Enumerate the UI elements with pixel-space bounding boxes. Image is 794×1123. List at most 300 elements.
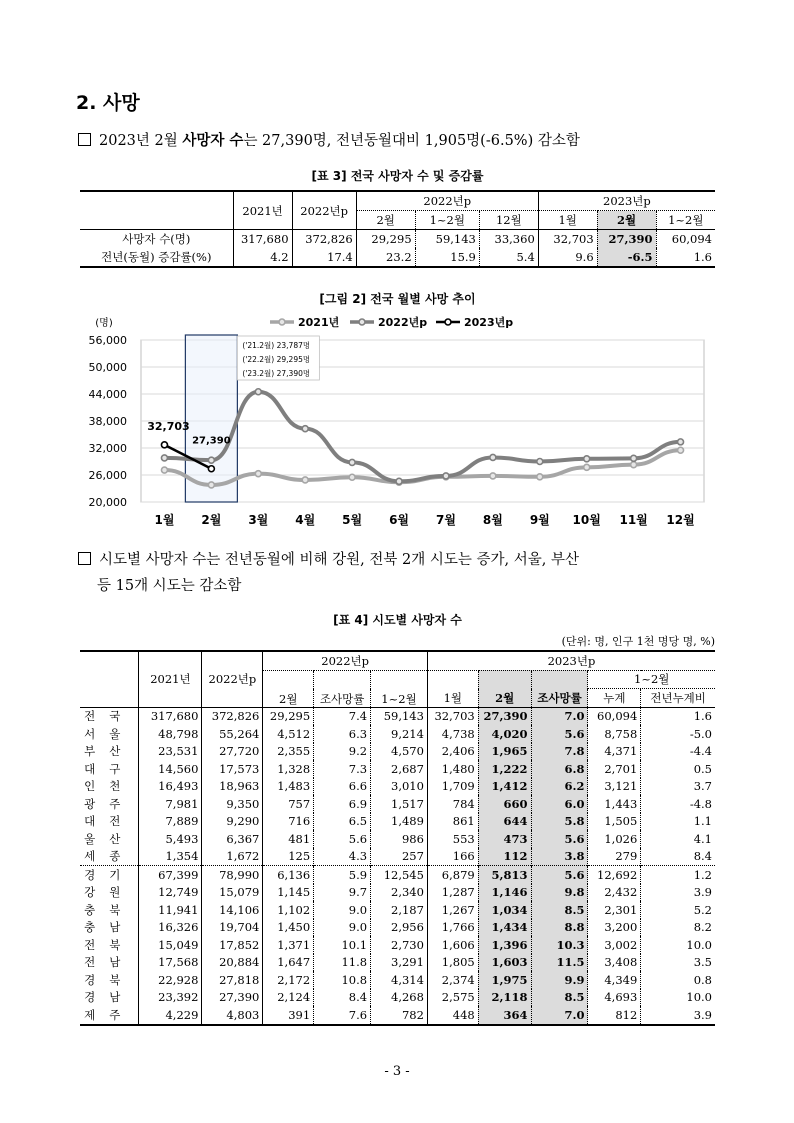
table4-sub-highlight: 2월 [478, 689, 531, 708]
data-point [208, 466, 214, 472]
cell: 1,102 [263, 901, 314, 919]
region-label: 강원 [80, 884, 139, 902]
region-label: 부산 [80, 743, 139, 761]
cell: 7.3 [314, 760, 371, 778]
cell: 11.8 [314, 954, 371, 972]
cell: 3.9 [693, 885, 712, 900]
y-tick-label: 38,000 [88, 415, 127, 428]
cell: -5.0 [689, 726, 712, 741]
annotation-text: ('22.2월) 29,295명 [242, 355, 311, 364]
cell: 10.0 [686, 990, 712, 1005]
cell: 1,672 [202, 848, 263, 866]
cell: 1,145 [263, 884, 314, 902]
region-label: 울산 [80, 830, 139, 848]
cell: 4.2 [233, 248, 292, 267]
cell: 1,505 [588, 813, 641, 831]
data-point [490, 454, 496, 460]
table4-group-12: 1~2월 [588, 670, 715, 689]
y-tick-label: 32,000 [88, 442, 127, 455]
region-label: 제주 [80, 1006, 139, 1025]
table3-title: [표 3] 전국 사망자 수 및 증감률 [311, 169, 484, 183]
table-row [80, 707, 715, 725]
x-tick-label: 12월 [666, 513, 695, 527]
page-number: - 3 - [384, 1064, 410, 1079]
cell: 1.2 [693, 867, 712, 882]
x-tick-label: 1월 [154, 513, 175, 527]
table4 [80, 650, 715, 1026]
spacer [478, 670, 531, 689]
row-label: 전년(동월) 증감률(%) [80, 248, 233, 267]
cell: 6,136 [263, 866, 314, 884]
y-tick-label: 44,000 [88, 388, 127, 401]
table3-corner [80, 191, 233, 230]
cell: 29,295 [263, 707, 314, 725]
cell-highlight: 10.3 [531, 936, 588, 954]
cell: 1.6 [693, 250, 712, 264]
cell: -4.8 [689, 796, 712, 811]
cell: 1,287 [427, 884, 478, 902]
x-tick-label: 8월 [482, 513, 503, 527]
spacer [427, 670, 478, 689]
region-label: 전북 [80, 936, 139, 954]
table4-group-2022: 2022년p [263, 651, 428, 670]
x-tick-label: 7월 [435, 513, 456, 527]
table-row [80, 848, 715, 866]
cell: 1,489 [371, 813, 428, 831]
table4-sub: 전년누계비 [650, 690, 706, 705]
cell: 15,079 [202, 884, 263, 902]
cell: 7,889 [139, 813, 202, 831]
cell: 9,290 [202, 813, 263, 831]
cell-highlight: 8.5 [531, 901, 588, 919]
cell-highlight: 1,412 [478, 778, 531, 796]
cell-highlight: 5.6 [531, 830, 588, 848]
cell: 757 [263, 795, 314, 813]
cell: 1,483 [263, 778, 314, 796]
cell: 33,360 [479, 230, 538, 249]
cell: 3,200 [588, 919, 641, 937]
cell: 317,680 [139, 707, 202, 725]
cell-highlight: 1,034 [478, 901, 531, 919]
cell-highlight: 9.9 [531, 971, 588, 989]
cell-highlight: 3.8 [531, 848, 588, 866]
bullet-summary [78, 129, 580, 150]
cell-highlight: 7.8 [531, 743, 588, 761]
cell-highlight: 112 [478, 848, 531, 866]
cell: 2,355 [263, 743, 314, 761]
cell: 1,354 [139, 848, 202, 866]
cell: 5.9 [314, 866, 371, 884]
cell: 448 [427, 1006, 478, 1025]
data-point [161, 467, 167, 473]
bullet2-line2: 등 15개 시도는 감소함 [97, 578, 242, 594]
table3-sub: 12월 [479, 211, 538, 230]
cell-highlight: 11.5 [531, 954, 588, 972]
table4-head-2022: 2022년p [202, 651, 263, 707]
cell: 6.3 [314, 725, 371, 743]
cell: 9.0 [314, 919, 371, 937]
cell: 4,803 [202, 1006, 263, 1025]
cell: 32,703 [427, 707, 478, 725]
cell: 4,371 [588, 743, 641, 761]
cell: 391 [263, 1006, 314, 1025]
cell: 257 [371, 848, 428, 866]
cell: 11,941 [139, 901, 202, 919]
cell: 2,701 [588, 760, 641, 778]
table4-group-2023: 2023년p [427, 651, 715, 670]
cell: 3,002 [588, 936, 641, 954]
cell: 60,094 [671, 232, 712, 246]
cell: 0.8 [693, 972, 712, 987]
bullet-pre: 2023년 2월 [99, 133, 183, 149]
cell: 7,981 [139, 795, 202, 813]
x-tick-label: 6월 [389, 513, 410, 527]
cell: 1,371 [263, 936, 314, 954]
cell-highlight: 27,390 [478, 707, 531, 725]
cell: 2,172 [263, 971, 314, 989]
cell: 27,818 [202, 971, 263, 989]
region-label: 경기 [80, 866, 139, 884]
annotation-text: ('21.2월) 23,787명 [242, 341, 311, 350]
cell: 10.8 [314, 971, 371, 989]
cell: 1,443 [588, 795, 641, 813]
cell: 15.9 [415, 248, 479, 267]
cell: 5,493 [139, 830, 202, 848]
y-axis-label: (명) [95, 318, 113, 329]
cell: 279 [588, 848, 641, 866]
x-tick-label: 10월 [572, 513, 601, 527]
cell: 59,143 [415, 230, 479, 249]
region-label: 광주 [80, 795, 139, 813]
cell: 4,738 [427, 725, 478, 743]
table3-head-2022: 2022년p [292, 191, 356, 230]
row-label: 사망자 수(명) [80, 230, 233, 249]
legend-marker [359, 319, 365, 325]
cell-highlight: 473 [478, 830, 531, 848]
cell: 14,106 [202, 901, 263, 919]
cell-highlight: 5.6 [531, 866, 588, 884]
region-label: 경남 [80, 989, 139, 1007]
y-tick-label: 20,000 [88, 496, 127, 509]
cell: 15,049 [139, 936, 202, 954]
cell: 10.1 [314, 936, 371, 954]
cell: 1,480 [427, 760, 478, 778]
cell: 2,124 [263, 989, 314, 1007]
cell: 5.6 [314, 830, 371, 848]
cell: 6,367 [202, 830, 263, 848]
table-row [80, 813, 715, 831]
cell: 5.2 [693, 902, 712, 917]
cell: 1,450 [263, 919, 314, 937]
cell: 23,531 [139, 743, 202, 761]
table-row [80, 743, 715, 761]
bullet-box-icon [78, 133, 91, 146]
cell: 9.6 [538, 248, 597, 267]
cell: 6.6 [314, 778, 371, 796]
cell: 3,408 [588, 954, 641, 972]
data-label: 27,390 [192, 435, 231, 447]
data-point [443, 473, 449, 479]
table-row [80, 248, 715, 267]
cell: 17,573 [202, 760, 263, 778]
data-label: 32,703 [147, 419, 190, 433]
cell: 16,326 [139, 919, 202, 937]
table-row [80, 830, 715, 848]
table3-group-2023: 2023년p [538, 191, 715, 211]
data-point [349, 459, 355, 465]
table-row [80, 989, 715, 1007]
cell: 22,928 [139, 971, 202, 989]
cell: 812 [588, 1006, 641, 1025]
cell: 1,647 [263, 954, 314, 972]
annotation-text: ('23.2월) 27,390명 [242, 369, 311, 378]
x-tick-label: 3월 [248, 513, 269, 527]
cell-highlight: 1,603 [478, 954, 531, 972]
bullet-bold: 사망자 수 [182, 133, 244, 149]
cell: 4,314 [371, 971, 428, 989]
cell: 4,349 [588, 971, 641, 989]
legend-label: 2021년 [298, 316, 340, 329]
cell-highlight: 1,965 [478, 743, 531, 761]
cell: 782 [371, 1006, 428, 1025]
x-tick-label: 5월 [342, 513, 363, 527]
cell: 8.4 [693, 849, 712, 864]
cell: 1,026 [588, 830, 641, 848]
table-row [80, 725, 715, 743]
cell: 55,264 [202, 725, 263, 743]
highlight-box [185, 335, 237, 502]
y-tick-label: 50,000 [88, 361, 127, 374]
data-point [631, 462, 637, 468]
cell: 2,374 [427, 971, 478, 989]
cell: 4,268 [371, 989, 428, 1007]
cell: 14,560 [139, 760, 202, 778]
region-label: 전남 [80, 954, 139, 972]
cell-highlight: 4,020 [478, 725, 531, 743]
cell: 6.9 [314, 795, 371, 813]
cell: 861 [427, 813, 478, 831]
x-tick-label: 9월 [529, 513, 550, 527]
cell: 2,187 [371, 901, 428, 919]
table4-corner [80, 651, 139, 707]
cell-highlight: 6.8 [531, 760, 588, 778]
cell: 7.4 [314, 707, 371, 725]
cell-highlight: 5,813 [478, 866, 531, 884]
cell-highlight: 1,146 [478, 884, 531, 902]
cell: 27,720 [202, 743, 263, 761]
cell: 5.4 [479, 248, 538, 267]
y-tick-label: 56,000 [88, 334, 127, 347]
cell-highlight: 6.0 [531, 795, 588, 813]
cell-highlight: 7.0 [531, 707, 588, 725]
cell: 6.5 [314, 813, 371, 831]
cell: 1,709 [427, 778, 478, 796]
cell: 4,512 [263, 725, 314, 743]
cell: 125 [263, 848, 314, 866]
spacer [531, 670, 588, 689]
cell-highlight: -6.5 [597, 248, 656, 267]
cell: 12,749 [139, 884, 202, 902]
cell-highlight: 27,390 [597, 230, 656, 249]
x-tick-label: 11월 [619, 513, 648, 527]
data-point [161, 455, 167, 461]
table4-sub-highlight: 조사망률 [531, 689, 588, 708]
cell: 1,267 [427, 901, 478, 919]
cell-highlight: 1,434 [478, 919, 531, 937]
cell: 9.2 [314, 743, 371, 761]
x-tick-label: 2월 [201, 513, 222, 527]
x-tick-label: 4월 [295, 513, 316, 527]
cell-highlight: 1,975 [478, 971, 531, 989]
cell: 29,295 [356, 230, 415, 249]
cell: 317,680 [233, 230, 292, 249]
y-tick-label: 26,000 [88, 469, 127, 482]
table3-head-2021: 2021년 [233, 191, 292, 230]
cell: 67,399 [139, 866, 202, 884]
cell: 4,570 [371, 743, 428, 761]
cell: 3,010 [371, 778, 428, 796]
table-row [80, 778, 715, 796]
data-point [302, 426, 308, 432]
bullet2-line1: 시도별 사망자 수는 전년동월에 비해 강원, 전북 2개 시도는 증가, 서울, 부산 [99, 552, 579, 568]
cell: -4.4 [689, 744, 712, 759]
region-label: 충남 [80, 919, 139, 937]
cell: 2,730 [371, 936, 428, 954]
cell: 1,766 [427, 919, 478, 937]
cell-highlight: 8.5 [531, 989, 588, 1007]
data-point [490, 473, 496, 479]
region-label: 대전 [80, 813, 139, 831]
cell: 4.3 [314, 848, 371, 866]
table-row [80, 971, 715, 989]
cell: 12,692 [588, 866, 641, 884]
cell: 19,704 [202, 919, 263, 937]
data-point [161, 442, 167, 448]
cell: 1,606 [427, 936, 478, 954]
cell: 1,517 [371, 795, 428, 813]
table3-sub: 2월 [356, 211, 415, 230]
legend-label: 2023년p [464, 316, 514, 329]
cell: 986 [371, 830, 428, 848]
cell: 3,291 [371, 954, 428, 972]
table3-group-2022: 2022년p [356, 191, 538, 211]
cell: 2,340 [371, 884, 428, 902]
cell: 2,687 [371, 760, 428, 778]
data-point [396, 478, 402, 484]
data-point [208, 482, 214, 488]
cell: 9.0 [314, 901, 371, 919]
table3-sub: 1~2월 [668, 213, 704, 227]
bullet-box-icon [78, 552, 91, 565]
table4-unit: (단위: 명, 인구 1천 명당 명, %) [561, 635, 715, 648]
cell-highlight: 660 [478, 795, 531, 813]
line-chart [60, 308, 730, 536]
cell: 9,214 [371, 725, 428, 743]
cell: 59,143 [371, 707, 428, 725]
cell-highlight: 8.8 [531, 919, 588, 937]
data-point [584, 456, 590, 462]
table-row [80, 884, 715, 902]
cell: 10.0 [686, 937, 712, 952]
table3-sub: 1월 [538, 211, 597, 230]
table-row [80, 866, 715, 884]
table-row [80, 760, 715, 778]
cell: 4,693 [588, 989, 641, 1007]
cell: 17.4 [292, 248, 356, 267]
cell: 166 [427, 848, 478, 866]
cell: 3.7 [693, 779, 712, 794]
table-row [80, 901, 715, 919]
region-label: 대구 [80, 760, 139, 778]
cell: 1.6 [693, 709, 712, 724]
cell-highlight: 7.0 [531, 1006, 588, 1025]
table4-head-2021: 2021년 [139, 651, 202, 707]
cell: 16,493 [139, 778, 202, 796]
table3-sub-highlight: 2월 [597, 211, 656, 230]
cell: 4.1 [693, 831, 712, 846]
chart-title: [그림 2] 전국 월별 사망 추이 [319, 292, 476, 306]
cell: 2,575 [427, 989, 478, 1007]
bullet-post: 는 27,390명, 전년동월대비 1,905명(-6.5%) 감소함 [243, 133, 580, 149]
region-label: 인천 [80, 778, 139, 796]
table3 [80, 190, 715, 268]
table4-title: [표 4] 시도별 사망자 수 [333, 613, 462, 627]
cell: 17,852 [202, 936, 263, 954]
cell: 6,879 [427, 866, 478, 884]
cell-highlight: 5.8 [531, 813, 588, 831]
cell: 553 [427, 830, 478, 848]
cell: 481 [263, 830, 314, 848]
cell: 20,884 [202, 954, 263, 972]
data-point [302, 477, 308, 483]
cell: 372,826 [202, 707, 263, 725]
region-label: 서울 [80, 725, 139, 743]
cell-highlight: 364 [478, 1006, 531, 1025]
cell: 23,392 [139, 989, 202, 1007]
cell: 2,432 [588, 884, 641, 902]
cell-highlight: 6.2 [531, 778, 588, 796]
data-point [255, 389, 261, 395]
data-point [537, 474, 543, 480]
table3-sub: 1~2월 [415, 211, 479, 230]
bullet-regions [78, 548, 579, 569]
table-row [80, 936, 715, 954]
cell: 18,963 [202, 778, 263, 796]
section-title: 2. 사망 [76, 92, 140, 114]
cell: 78,990 [202, 866, 263, 884]
table4-sub: 1월 [427, 689, 478, 708]
region-label: 충북 [80, 901, 139, 919]
cell-highlight: 2,118 [478, 989, 531, 1007]
data-point [208, 457, 214, 463]
data-point [349, 474, 355, 480]
table-row [80, 795, 715, 813]
cell: 372,826 [292, 230, 356, 249]
cell: 48,798 [139, 725, 202, 743]
data-point [537, 459, 543, 465]
table-row [80, 1006, 715, 1025]
cell: 9,350 [202, 795, 263, 813]
cell: 1.1 [693, 814, 712, 829]
cell: 2,301 [588, 901, 641, 919]
legend-marker [279, 319, 285, 325]
cell-highlight: 1,222 [478, 760, 531, 778]
cell: 2,406 [427, 743, 478, 761]
cell: 716 [263, 813, 314, 831]
cell: 3,121 [588, 778, 641, 796]
cell-highlight: 5.6 [531, 725, 588, 743]
cell: 23.2 [356, 248, 415, 267]
